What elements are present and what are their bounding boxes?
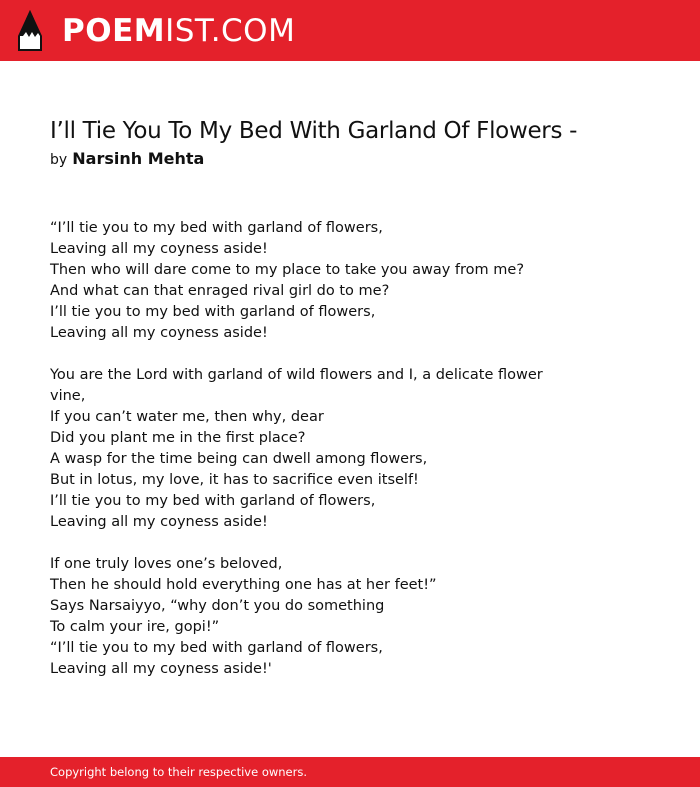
logo-light-text: IST.COM <box>165 13 296 49</box>
poem-line: Leaving all my coyness aside! <box>50 325 268 341</box>
stanza-1 <box>50 218 530 344</box>
poem-line: “I’ll tie you to my bed with garland of flowers, <box>50 220 383 236</box>
poem-line: “I’ll tie you to my bed with garland of flowers, <box>50 640 383 656</box>
poem-line: If one truly loves one’s beloved, <box>50 556 283 572</box>
site-header <box>0 0 700 61</box>
poem-line: Then who will dare come to my place to take you away from me? <box>50 262 525 278</box>
poem-line: Then he should hold everything one has at her feet!” <box>50 577 437 593</box>
poem-line: Says Narsaiyyo, “why don’t you do something <box>50 598 385 614</box>
byline <box>50 148 204 171</box>
copyright-text: Copyright belong to their respective owners. <box>50 765 308 779</box>
poem-line: I’ll tie you to my bed with garland of flowers, <box>50 493 376 509</box>
poem-line: But in lotus, my love, it has to sacrifice even itself! <box>50 472 419 488</box>
poem-line: If you can’t water me, then why, dear <box>50 409 324 425</box>
poem-line: Leaving all my coyness aside!' <box>50 661 272 677</box>
poem-line: And what can that enraged rival girl do to me? <box>50 283 390 299</box>
poem-line: A wasp for the time being can dwell among flowers, <box>50 451 428 467</box>
poem-line: Leaving all my coyness aside! <box>50 514 268 530</box>
poem-line: Leaving all my coyness aside! <box>50 241 268 257</box>
pencil-tip-icon[interactable] <box>18 10 42 51</box>
poem-title: I’ll Tie You To My Bed With Garland Of Flowers - <box>50 118 578 144</box>
poem-line: Did you plant me in the first place? <box>50 430 306 446</box>
poem-body <box>50 218 543 680</box>
by-label: by <box>50 152 68 168</box>
stanza-2 <box>50 365 543 533</box>
poem-line: I’ll tie you to my bed with garland of flowers, <box>50 304 376 320</box>
author-name: Narsinh Mehta <box>72 149 205 168</box>
site-logo[interactable] <box>62 13 295 49</box>
logo-bold-text: POEM <box>62 13 166 49</box>
site-footer <box>0 757 700 787</box>
poem-line: vine, <box>50 388 86 404</box>
poem-line: You are the Lord with garland of wild flowers and I, a delicate flower <box>50 367 543 383</box>
stanza-3 <box>50 554 530 680</box>
poem-line: To calm your ire, gopi!” <box>50 619 220 635</box>
